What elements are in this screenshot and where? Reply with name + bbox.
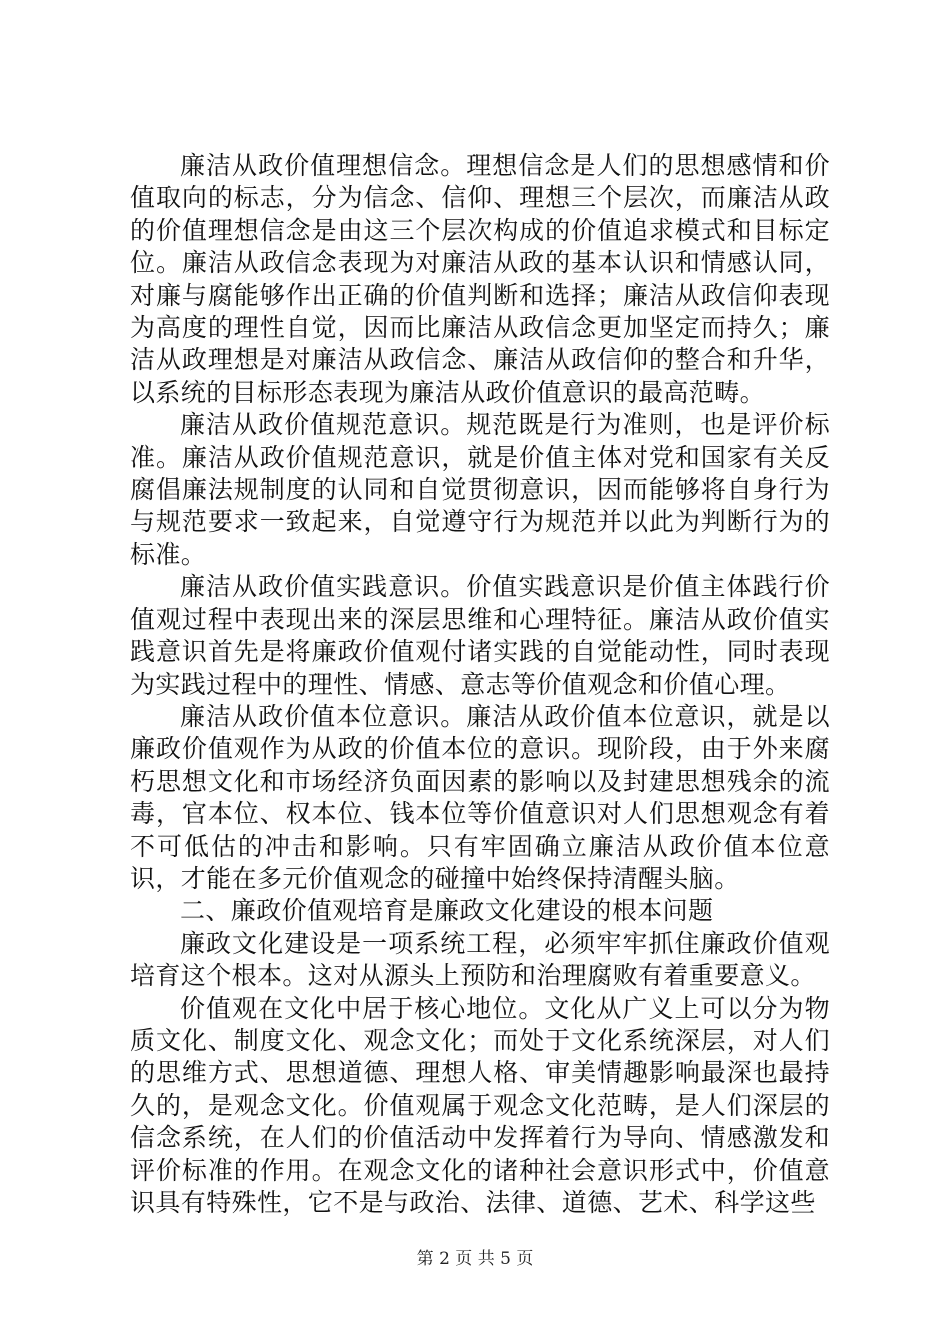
paragraph-core-values: 价值观在文化中居于核心地位。文化从广义上可以分为物质文化、制度文化、观念文化；而处于文化系统深层，对人们的思维方式、思想道德、理想人格、审美情趣影响最深也最持久的，是观念文化。价值观属于观念文化范畴，是人们深层的信念系统，在人们的价值活动中发挥着行为导向、情感激发和评价标准的作用。在观念文化的诸种社会意识形式中，价值意识具有特殊性，它不是与政治、法律、道德、艺术、科学这些 <box>130 993 830 1217</box>
paragraph-system-engineering: 廉政文化建设是一项系统工程，必须牢牢抓住廉政价值观培育这个根本。这对从源头上预防和治理腐败有着重要意义。 <box>130 928 830 991</box>
paragraph-standard-awareness: 廉洁从政价值本位意识。廉洁从政价值本位意识，就是以廉政价值观作为从政的价值本位的意识。现阶段，由于外来腐朽思想文化和市场经济负面因素的影响以及封建思想残余的流毒，官本位、权本位、钱本位等价值意识对人们思想观念有着不可低估的冲击和影响。只有牢固确立廉洁从政价值本位意识，才能在多元价值观念的碰撞中始终保持清醒头脑。 <box>130 701 830 893</box>
paragraph-norm-awareness: 廉洁从政价值规范意识。规范既是行为准则，也是评价标准。廉洁从政价值规范意识，就是价值主体对党和国家有关反腐倡廉法规制度的认同和自觉贯彻意识，因而能够将自身行为与规范要求一致起来，自觉遵守行为规范并以此为判断行为的标准。 <box>130 410 830 569</box>
paragraph-practice-awareness: 廉洁从政价值实践意识。价值实践意识是价值主体践行价值观过程中表现出来的深层思维和心理特征。廉洁从政价值实践意识首先是将廉政价值观付诸实践的自觉能动性，同时表现为实践过程中的理性、情感、意志等价值观念和价值心理。 <box>130 572 830 699</box>
page-footer: 第 2 页 共 5 页 <box>416 1249 534 1269</box>
paragraph-ideal-belief: 廉洁从政价值理想信念。理想信念是人们的思想感情和价值取向的标志，分为信念、信仰、理想三个层次，而廉洁从政的价值理想信念是由这三个层次构成的价值追求模式和目标定位。廉洁从政信念表现为对廉洁从政的基本认识和情感认同，对廉与腐能够作出正确的价值判断和选择；廉洁从政信仰表现为高度的理性自觉，因而比廉洁从政信念更加坚定而持久；廉洁从政理想是对廉洁从政信念、廉洁从政信仰的整合和升华，以系统的目标形态表现为廉洁从政价值意识的最高范畴。 <box>130 151 830 407</box>
body-text <box>130 150 830 1219</box>
section-heading: 二、廉政价值观培育是廉政文化建设的根本问题 <box>180 896 714 926</box>
